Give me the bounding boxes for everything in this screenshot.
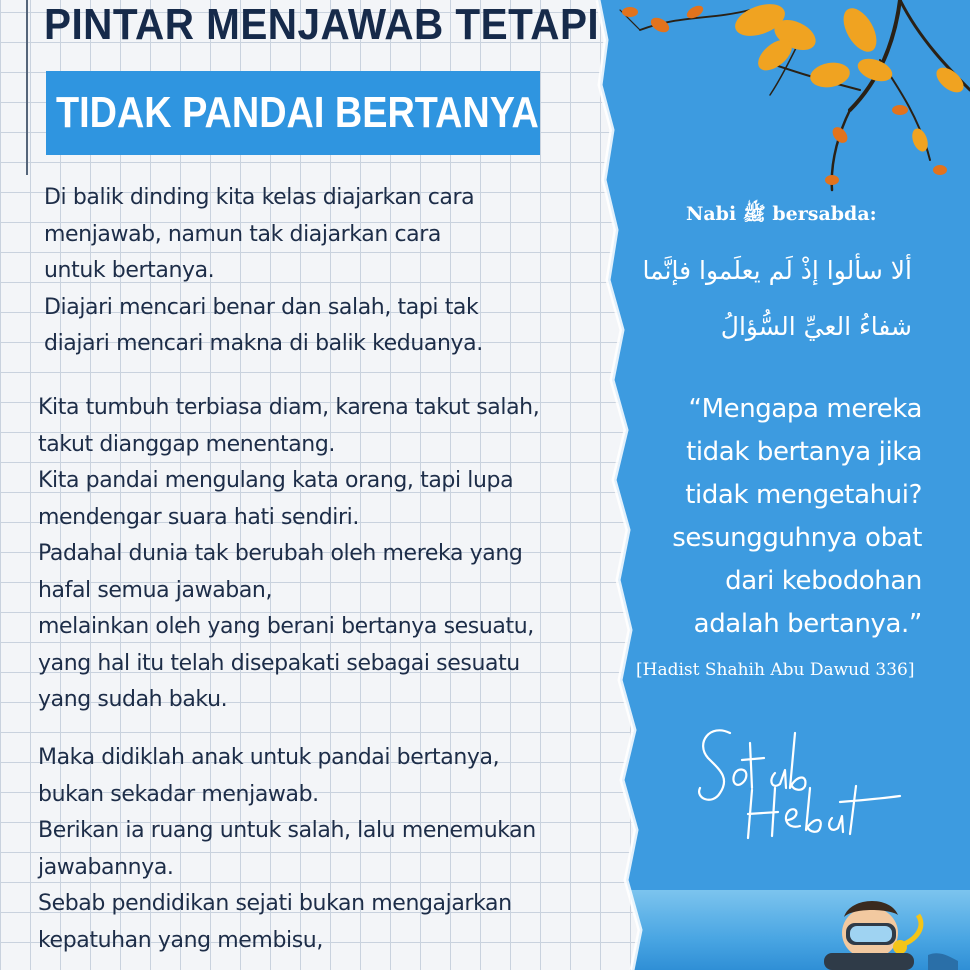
body-paragraph-1: Di balik dinding kita kelas diajarkan cara menjawab, namun tak diajarkan cara untuk bertanya. Diajari mencari benar dan salah, tapi tak diajari mencari makna di balik keduanya. <box>44 185 483 356</box>
scuba-diver-illustration <box>810 895 960 970</box>
autumn-branch-illustration <box>600 0 970 195</box>
hadith-arabic-line-2: شفاءُ العيِّ السُّؤالُ <box>720 312 912 341</box>
hadith-citation: [Hadist Shahih Abu Dawud 336] <box>636 660 915 680</box>
hadith-intro: Nabi ﷺ bersabda: <box>686 203 877 225</box>
body-paragraph-3: Maka didiklah anak untuk pandai bertanya, bukan sekadar menjawab. Berikan ia ruang untuk salah, lalu menemukan jawabannya. Sebab pendidikan sejati bukan mengajarkan kepatuhan yang membisu, <box>38 745 536 953</box>
title-line-1: PINTAR MENJAWAB TETAPI <box>44 0 600 49</box>
signature-logo <box>690 718 910 848</box>
title-banner <box>46 71 540 155</box>
title-line-2: TIDAK PANDAI BERTANYA <box>56 88 539 137</box>
body-paragraph-2: Kita tumbuh terbiasa diam, karena takut salah, takut dianggap menentang. Kita pandai mengulang kata orang, tapi lupa mendengar suara hati sendiri. Padahal dunia tak berubah oleh mereka yang hafal semua jawaban, melainkan oleh yang berani bertanya sesuatu, yang hal itu telah disepakati sebagai sesuatu yang sudah baku. <box>38 395 540 712</box>
hadith-translation: “Mengapa mereka tidak bertanya jika tidak mengetahui? sesungguhnya obat dari kebodohan adalah bertanya.” <box>672 394 922 639</box>
hadith-arabic-line-1: ألا سألوا إذْ لَم يعلَموا فإنَّما <box>642 256 912 285</box>
